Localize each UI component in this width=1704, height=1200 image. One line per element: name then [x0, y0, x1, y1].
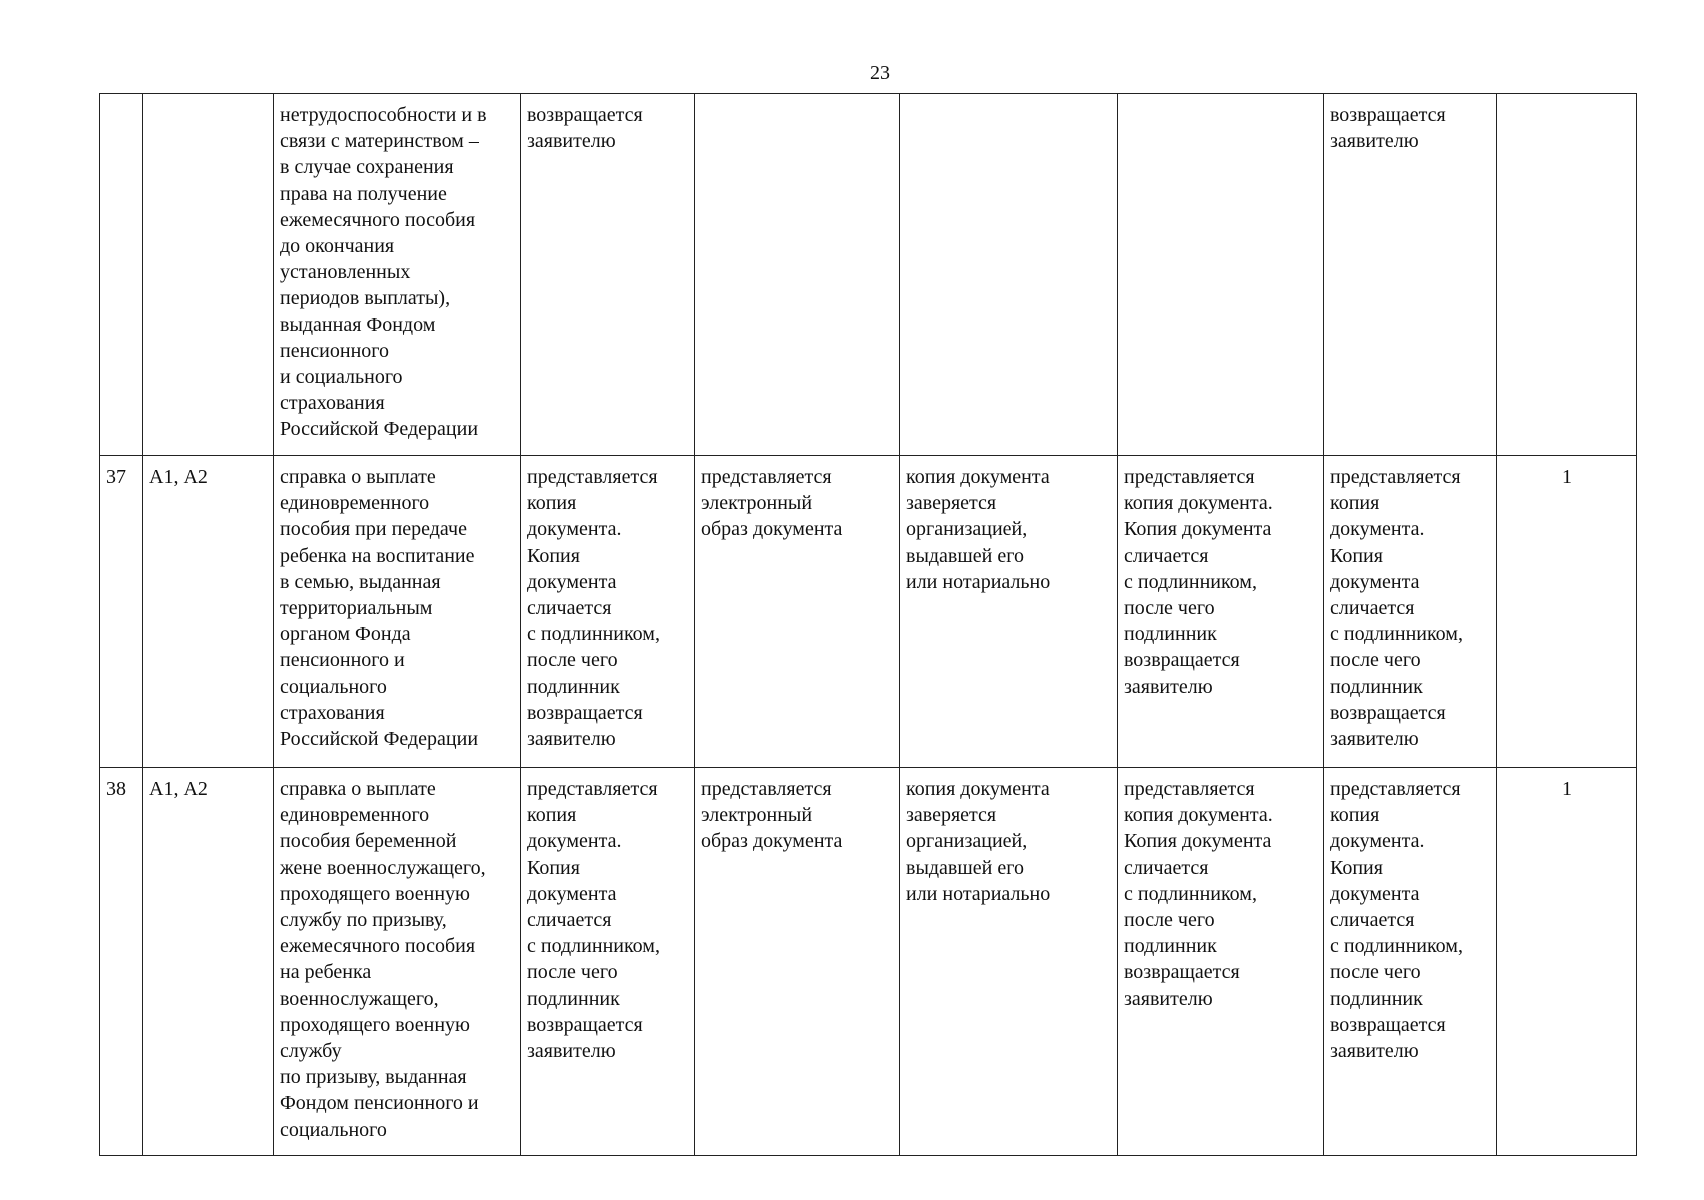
submission-mfc-cell: представляется копия документа. Копия документа сличается с подлинником, после чего подлинник возвращается заявителю: [1118, 768, 1324, 1156]
submission-mail-cell: копия документа заверяется организацией, выдавшей его или нотариально: [900, 456, 1118, 768]
submission-other-cell: представляется копия документа. Копия документа сличается с подлинником, после чего подлинник возвращается заявителю: [1324, 768, 1497, 1156]
submission-electronic-cell: представляется электронный образ документа: [695, 456, 900, 768]
submission-mail-cell: [900, 94, 1118, 456]
applicant-codes-cell: А1, А2: [143, 768, 274, 1156]
applicant-codes-cell: А1, А2: [143, 456, 274, 768]
submission-electronic-cell: [695, 94, 900, 456]
count-cell: [1497, 94, 1637, 456]
documents-table: [99, 93, 1637, 1156]
document-name-cell: справка о выплате единовременного пособия при передаче ребенка на воспитание в семью, выданная территориальным органом Фонда пенсионного и социального страхования Российской Федерации: [274, 456, 521, 768]
submission-other-cell: представляется копия документа. Копия документа сличается с подлинником, после чего подлинник возвращается заявителю: [1324, 456, 1497, 768]
row-number-cell: 37: [100, 456, 143, 768]
row-number-cell: 38: [100, 768, 143, 1156]
row-number-cell: [100, 94, 143, 456]
submission-mfc-cell: [1118, 94, 1324, 456]
submission-electronic-cell: представляется электронный образ документа: [695, 768, 900, 1156]
submission-personal-cell: представляется копия документа. Копия документа сличается с подлинником, после чего подлинник возвращается заявителю: [521, 768, 695, 1156]
submission-personal-cell: возвращается заявителю: [521, 94, 695, 456]
document-name-cell: нетрудоспособности и в связи с материнством – в случае сохранения права на получение ежемесячного пособия до окончания установленных периодов выплаты), выданная Фондом пенсионного и социального страхования Российской Федерации: [274, 94, 521, 456]
page-header: [0, 0, 1704, 100]
submission-mfc-cell: представляется копия документа. Копия документа сличается с подлинником, после чего подлинник возвращается заявителю: [1118, 456, 1324, 768]
applicant-codes-cell: [143, 94, 274, 456]
table-row: [100, 456, 1637, 768]
submission-mail-cell: копия документа заверяется организацией, выдавшей его или нотариально: [900, 768, 1118, 1156]
submission-personal-cell: представляется копия документа. Копия документа сличается с подлинником, после чего подлинник возвращается заявителю: [521, 456, 695, 768]
page-number: 23: [870, 62, 890, 84]
document-name-cell: справка о выплате единовременного пособия беременной жене военнослужащего, проходящего военную службу по призыву, ежемесячного пособия на ребенка военнослужащего, проходящего военную службу по призыву, выданная Фондом пенсионного и социального: [274, 768, 521, 1156]
table-row: [100, 768, 1637, 1156]
submission-other-cell: возвращается заявителю: [1324, 94, 1497, 456]
count-cell: 1: [1497, 456, 1637, 768]
count-cell: 1: [1497, 768, 1637, 1156]
table-row: [100, 94, 1637, 456]
